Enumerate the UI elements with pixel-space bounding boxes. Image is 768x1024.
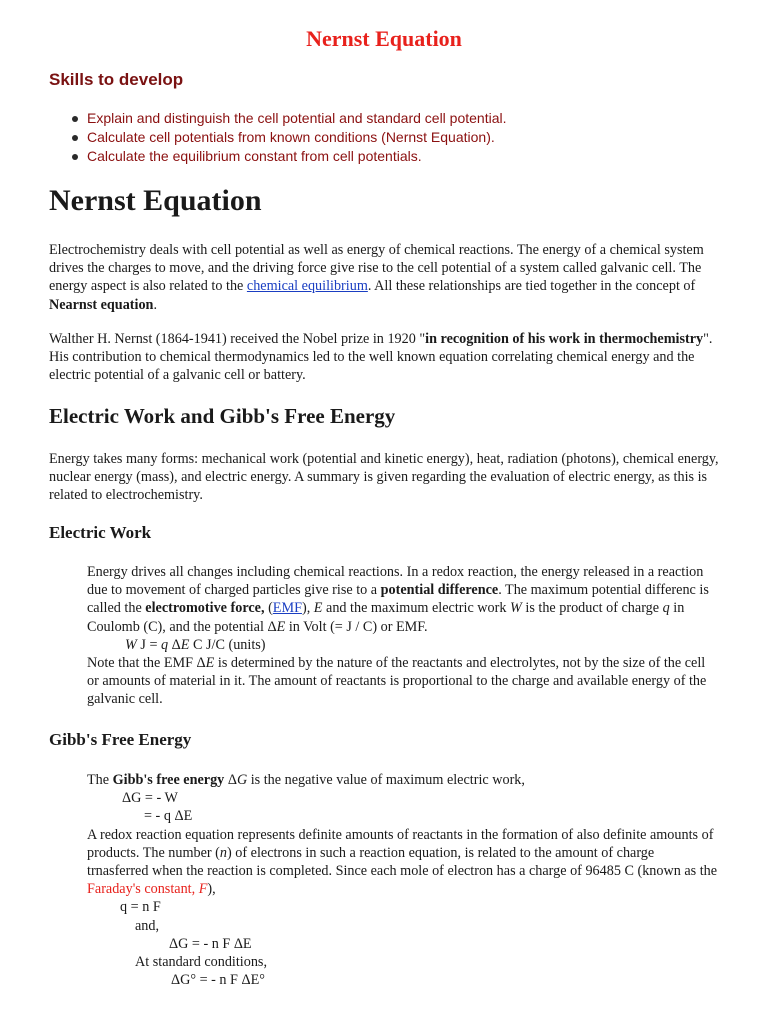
skills-heading: Skills to develop — [49, 70, 184, 89]
gibbs-equation-2: = - q ΔE — [144, 808, 193, 825]
faraday-paragraph: A redox reaction equation represents definite amounts of reactants in the formation of also definite amounts of products. The number (n) of electrons in such a reaction equation, is related to the amount of charge trnasferred when the reaction is completed. Since each mole of electron has a charge of 96485 C (known as the Faraday's constant, F), — [87, 826, 718, 898]
bullet-icon — [72, 116, 78, 122]
emf-note: Note that the EMF ΔE is determined by the nature of the reactants and electrolytes, not by the size of the cell or amounts of material in it. The amount of reactants is proportional to the charge and available energy of the galvanic cell. — [87, 655, 707, 708]
standard-conditions-text: At standard conditions, — [135, 954, 268, 971]
nernst-bio-paragraph: Walther H. Nernst (1864-1941) received the Nobel prize in 1920 "in recognition of his work in thermochemistry". His contribution to chemical thermodynamics led to the well known equation correlating chemical energy and the electric potential of a galvanic cell or battery. — [49, 331, 713, 384]
skills-item: Calculate cell potentials from known conditions (Nernst Equation). — [70, 128, 507, 147]
gibbs-intro: The Gibb's free energy ΔG is the negative value of maximum electric work, — [87, 772, 525, 788]
intro-paragraph: Electrochemistry deals with cell potential as well as energy of chemical reactions. The energy of a chemical system drives the charges to move, and the driving force give rise to the cell potential of a system called galvanic cell. The energy aspect is also related to the chemical equilibrium. All these relationships are tied together in the concept of Nearnst equation. — [49, 242, 704, 313]
chemical-equilibrium-link[interactable]: chemical equilibrium — [246, 278, 368, 295]
gibbs-equation-3: ΔG = - n F ΔE — [169, 935, 252, 952]
work-equation: W J = q ΔE C J/C (units) — [125, 636, 266, 653]
electric-work-block: Energy drives all changes including chemical reactions. In a redox reaction, the energy released in a reaction due to movement of charged particles give rise to a potential difference. The maximum potential differenc is called the electromotive force, (EMF), E and the maximum electric work W is the product of charge q in Coulomb (C), and the potential ΔE in Volt (= J / C) or EMF. W J = q ΔE C J/C (units) Note that the EMF ΔE is determined by the nature of the reactants and electrolytes, not by the size of the cell or amounts of material in it. The amount of reactants is proportional to the charge and available energy of the galvanic cell. — [87, 563, 719, 709]
gibbs-equation-1: ΔG = - W — [122, 790, 178, 807]
and-text: and, — [135, 917, 160, 934]
emf-link[interactable]: EMF — [272, 600, 302, 617]
gibbs-standard-equation: ΔG° = - n F ΔE° — [171, 972, 265, 989]
bullet-icon — [72, 135, 78, 141]
subheading-gibbs-free-energy: Gibb's Free Energy — [49, 730, 192, 749]
skills-item: Explain and distinguish the cell potential and standard cell potential. — [70, 109, 507, 128]
energy-forms-paragraph: Energy takes many forms: mechanical work (potential and kinetic energy), heat, radiation (photons), chemical energy, nuclear energy (mass), and electric energy. A summary is given regarding the evaluation of electric energy, as this is related to electrochemistry. — [49, 451, 719, 504]
skills-item: Calculate the equilibrium constant from cell potentials. — [70, 147, 507, 166]
gibbs-block — [87, 771, 719, 989]
bullet-icon — [72, 154, 78, 160]
skills-list — [70, 109, 507, 166]
document-title: Nernst Equation — [306, 26, 462, 51]
charge-equation: q = n F — [120, 899, 161, 916]
subheading-electric-work: Electric Work — [49, 523, 152, 542]
section-heading-nernst: Nernst Equation — [49, 184, 262, 217]
section-heading-electric-work-gibbs: Electric Work and Gibb's Free Energy — [49, 404, 396, 428]
